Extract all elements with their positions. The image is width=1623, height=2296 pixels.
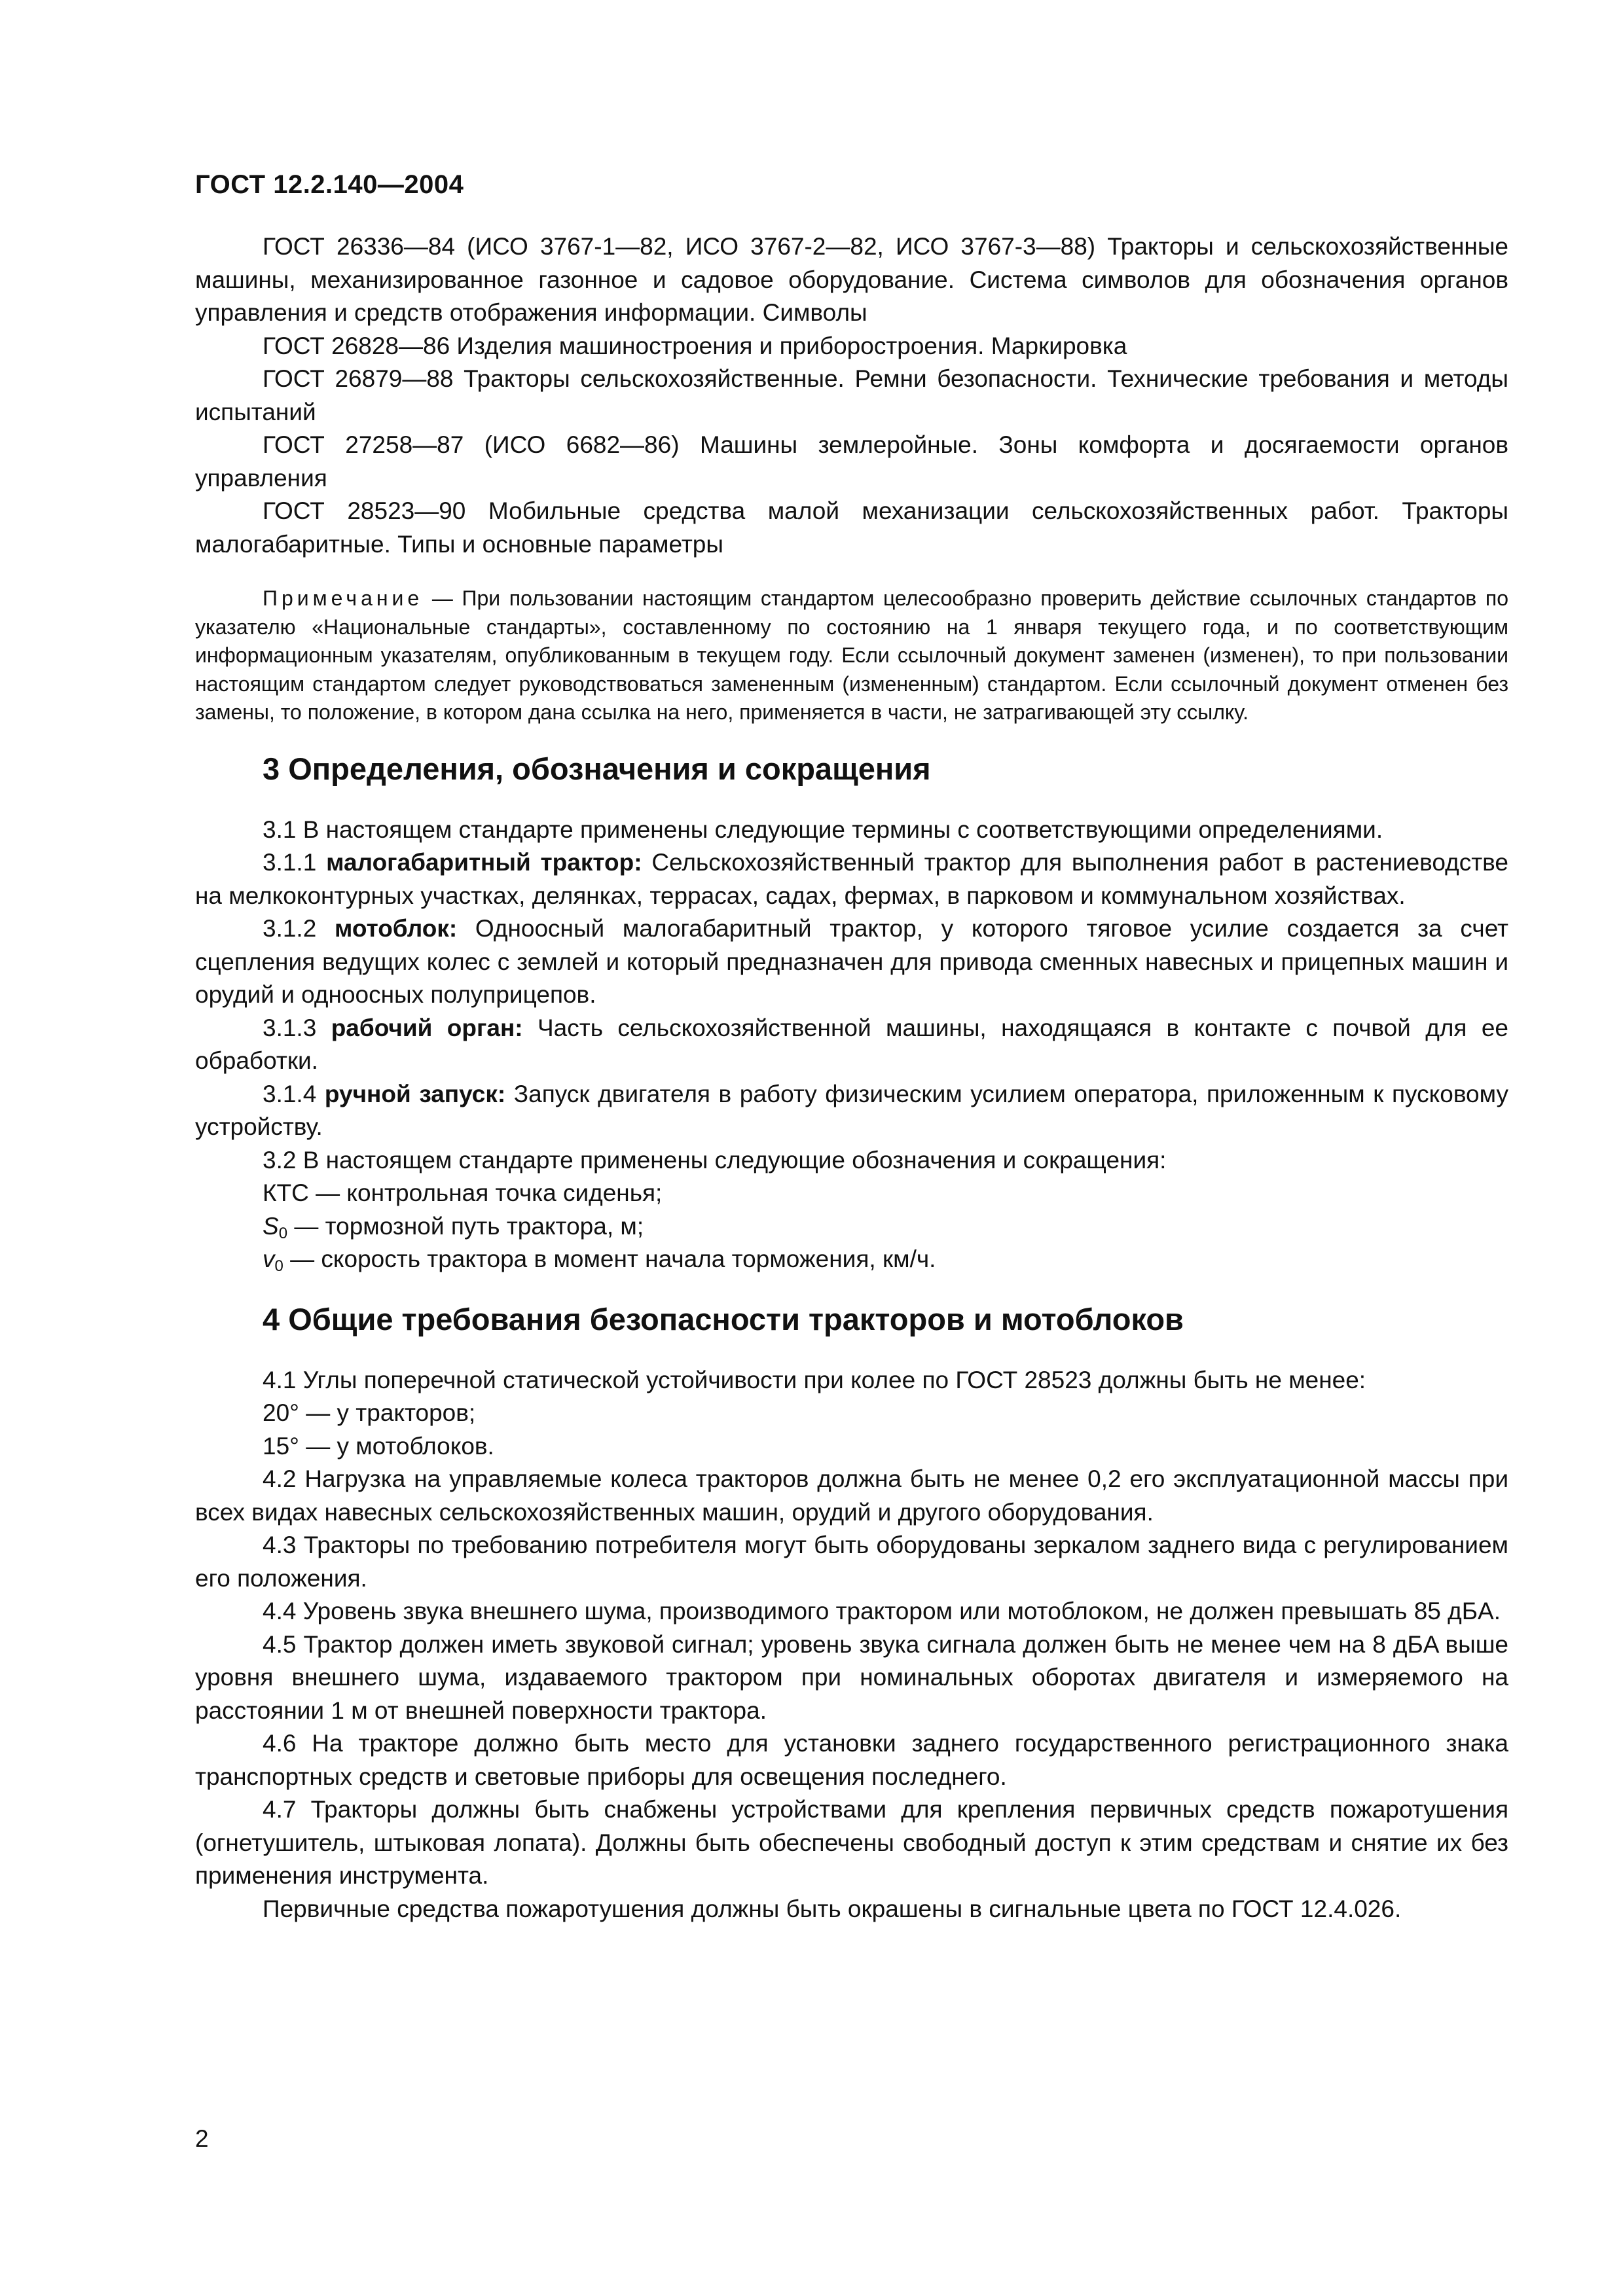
symbol-letter: S bbox=[263, 1212, 279, 1240]
definition-text: Запуск двигателя в работу физическим усилием оператора, приложенным к пусковому устройству. bbox=[195, 1080, 1508, 1140]
note-text: — При пользовании настоящим стандартом целесообразно проверить действие ссылочных стандартов по указателю «Национальные стандарты», составленному по состоянию на 1 января текущего года, и по соответствующим информационным указателям, опубликованным в текущем году. Если ссылочный документ заменен (изменен), то при пользовании настоящим стандартом следует руководствоваться замененным (измененным) стандартом. Если ссылочный документ отменен без замены, то положение, в котором дана ссылка на него, применяется в части, не затрагивающей эту ссылку. bbox=[195, 586, 1508, 724]
paragraph-4-1-b: 15° — у мотоблоков. bbox=[263, 1432, 494, 1460]
definition-text: Часть сельскохозяйственной машины, находящаяся в контакте с почвой для ее обработки. bbox=[195, 1014, 1508, 1074]
reference-item: ГОСТ 26336—84 (ИСО 3767-1—82, ИСО 3767-2—82, ИСО 3767-3—88) Тракторы и сельскохозяйственные машины, механизированное газонное и садовое оборудование. Система символов для обозначения органов управления и средств отображения информации. Символы bbox=[195, 233, 1508, 326]
reference-item: ГОСТ 28523—90 Мобильные средства малой механизации сельскохозяйственных работ. Тракторы малогабаритные. Типы и основные параметры bbox=[195, 497, 1508, 558]
definition-text: Сельскохозяйственный трактор для выполнения работ в растениеводстве на мелкоконтурных участках, делянках, террасах, садах, фермах, в парковом и коммунальном хозяйствах. bbox=[195, 849, 1509, 909]
paragraph-4-1-a: 20° — у тракторов; bbox=[263, 1399, 476, 1426]
definition-term: малогабаритный трактор: bbox=[326, 849, 642, 876]
symbol-v0 bbox=[195, 1243, 1508, 1276]
document-header: ГОСТ 12.2.140—2004 bbox=[195, 170, 464, 199]
paragraph-4-4: 4.4 Уровень звука внешнего шума, производимого трактором или мотоблоком, не должен превышать 85 дБA. bbox=[263, 1598, 1501, 1624]
document-body bbox=[195, 230, 1508, 1926]
definition-number: 3.1.1 bbox=[263, 849, 327, 876]
reference-item: ГОСТ 26879—88 Тракторы сельскохозяйственные. Ремни безопасности. Технические требования и методы испытаний bbox=[195, 365, 1508, 425]
symbol-subscript: 0 bbox=[278, 1224, 288, 1242]
definition-term: рабочий орган: bbox=[331, 1014, 523, 1041]
section-3-heading: 3 Определения, обозначения и сокращения bbox=[263, 751, 931, 786]
paragraph-4-5: 4.5 Трактор должен иметь звуковой сигнал; уровень звука сигнала должен быть не менее чем на 8 дБA выше уровня внешнего шума, издаваемого трактором при номинальных оборотах двигателя и измеряемого на расстоянии 1 м от внешней поверхности трактора. bbox=[195, 1630, 1508, 1724]
definition-number: 3.1.3 bbox=[263, 1014, 331, 1041]
definition-item bbox=[195, 912, 1508, 1012]
paragraph-3-1: 3.1 В настоящем стандарте применены следующие термины с соответствующими определениями. bbox=[263, 816, 1383, 843]
paragraph-4-2: 4.2 Нагрузка на управляемые колеса тракторов должна быть не менее 0,2 его эксплуатационной массы при всех видах навесных сельскохозяйственных машин, орудий и другого оборудования. bbox=[195, 1465, 1508, 1526]
symbol-description: — тормозной путь трактора, м; bbox=[287, 1212, 644, 1240]
symbol-description: — скорость трактора в момент начала торможения, км/ч. bbox=[283, 1246, 936, 1272]
paragraph-4-7-b: Первичные средства пожаротушения должны быть окрашены в сигнальные цвета по ГОСТ 12.4.026. bbox=[263, 1895, 1402, 1922]
section-3-body bbox=[195, 814, 1508, 1276]
note-paragraph bbox=[195, 584, 1508, 727]
paragraph-4-1: 4.1 Углы поперечной статической устойчивости при колее по ГОСТ 28523 должны быть не менее: bbox=[263, 1366, 1366, 1393]
symbol-subscript: 0 bbox=[274, 1257, 283, 1275]
reference-item: ГОСТ 26828—86 Изделия машиностроения и приборостроения. Маркировка bbox=[263, 332, 1127, 359]
symbol-letter: v bbox=[263, 1246, 275, 1272]
symbol-s0 bbox=[195, 1210, 1508, 1244]
section-4-heading: 4 Общие требования безопасности тракторов и мотоблоков bbox=[263, 1301, 1184, 1336]
section-4-body bbox=[195, 1364, 1508, 1926]
note-block bbox=[195, 584, 1508, 727]
note-label: Примечание bbox=[263, 586, 424, 610]
definition-number: 3.1.2 bbox=[263, 915, 335, 942]
definition-term: мотоблок: bbox=[335, 915, 458, 942]
definition-text: Одноосный малогабаритный трактор, у которого тяговое усилие создается за счет сцепления ведущих колес с землей и который предназначен для привода сменных навесных и прицепных машин и орудий и одноосных полуприцепов. bbox=[195, 915, 1508, 1008]
paragraph-4-7: 4.7 Тракторы должны быть снабжены устройствами для крепления первичных средств пожаротушения (огнетушитель, штыковая лопата). Должны быть обеспечены свободный доступ к этим средствам и снятие их без применения инструмента. bbox=[195, 1796, 1508, 1889]
definition-number: 3.1.4 bbox=[263, 1080, 325, 1107]
page-number: 2 bbox=[195, 2125, 209, 2152]
definition-item bbox=[195, 1012, 1508, 1078]
paragraph-4-6: 4.6 На тракторе должно быть место для установки заднего государственного регистрационного знака транспортных средств и световые приборы для освещения последнего. bbox=[195, 1730, 1508, 1790]
paragraph-3-2: 3.2 В настоящем стандарте применены следующие обозначения и сокращения: bbox=[263, 1146, 1167, 1174]
definition-term: ручной запуск: bbox=[324, 1080, 506, 1107]
normative-references bbox=[195, 230, 1508, 561]
paragraph-4-3: 4.3 Тракторы по требованию потребителя могут быть оборудованы зеркалом заднего вида с регулированием его положения. bbox=[195, 1532, 1508, 1592]
definition-item bbox=[195, 1078, 1508, 1144]
definition-item bbox=[195, 846, 1508, 912]
reference-item: ГОСТ 27258—87 (ИСО 6682—86) Машины землеройные. Зоны комфорта и досягаемости органов управления bbox=[195, 431, 1508, 492]
abbreviation-kts: КТС — контрольная точка сиденья; bbox=[263, 1179, 663, 1206]
document-page bbox=[195, 0, 1508, 2296]
